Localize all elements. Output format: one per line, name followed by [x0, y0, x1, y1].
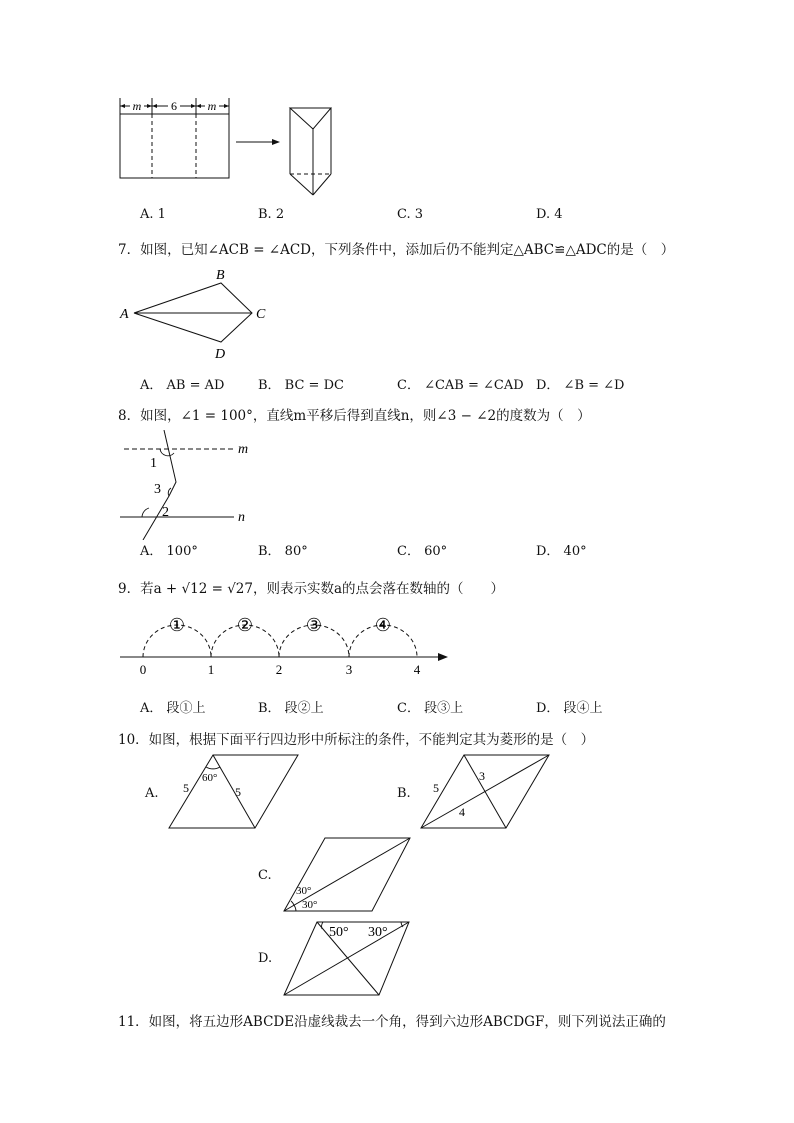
q7-option-a: A． AB = AD	[140, 378, 225, 393]
q8-label-2: 2	[162, 505, 169, 520]
q10-letter-d: D.	[258, 951, 273, 966]
q10d-angle-1: 50°	[329, 925, 349, 940]
q7-label-d: D	[215, 347, 226, 362]
q6-option-b: B. 2	[258, 207, 285, 222]
q8-stem: 8．如图，∠1 = 100°，直线m平移后得到直线n，则∠3 − ∠2的度数为（ ）	[118, 408, 591, 424]
q10-letter-a: A.	[145, 786, 159, 801]
q10-figure-c	[280, 835, 415, 915]
q8-figure	[112, 430, 272, 540]
q7-option-d: D． ∠B = ∠D	[536, 378, 625, 393]
q7-option-c: C． ∠CAB = ∠CAD	[397, 378, 524, 393]
q8-option-b: B． 80°	[258, 544, 308, 559]
q9-stem: 9．若a + √12 = √27，则表示实数a的点会落在数轴的（ ）	[118, 581, 505, 597]
q8-label-m: m	[238, 442, 249, 457]
q8-label-3: 3	[154, 482, 161, 497]
q9-option-b: B． 段②上	[258, 701, 324, 716]
q6-label-6: 6	[171, 99, 177, 113]
q6-label-m-left: m	[132, 99, 142, 113]
q10-stem: 10．如图，根据下面平行四边形中所标注的条件，不能判定其为菱形的是（ ）	[118, 732, 595, 748]
q9-option-c: C． 段③上	[397, 701, 464, 716]
q10c-angle-2: 30°	[302, 899, 318, 911]
q10d-angle-2: 30°	[368, 925, 388, 940]
q9-option-d: D． 段④上	[536, 701, 603, 716]
q9-seg-4: ④	[374, 615, 392, 635]
q6-option-d: D. 4	[536, 207, 563, 222]
q8-option-c: C． 60°	[397, 544, 448, 559]
q7-label-a: A	[120, 307, 129, 322]
q8-label-1: 1	[150, 456, 157, 471]
q10c-angle-1: 30°	[296, 885, 312, 897]
q9-seg-3: ③	[305, 615, 323, 635]
q10a-angle-label: 60°	[202, 772, 218, 784]
q8-option-d: D． 40°	[536, 544, 587, 559]
q9-seg-1: ①	[168, 615, 186, 635]
q9-number-line	[112, 606, 452, 681]
q10a-side-left: 5	[183, 781, 189, 795]
q10a-side-right: 5	[235, 785, 241, 799]
q9-tick-3: 3	[345, 662, 353, 677]
q11-stem: 11．如图，将五边形ABCDE沿虚线裁去一个角，得到六边形ABCDGF，则下列说法正确的	[118, 1014, 666, 1030]
q10b-seg-4: 4	[459, 805, 465, 819]
q8-label-n: n	[238, 510, 245, 525]
q7-option-b: B． BC = DC	[258, 378, 344, 393]
q10b-side-label: 5	[433, 781, 439, 795]
q9-tick-0: 0	[139, 662, 147, 677]
q8-option-a: A． 100°	[140, 544, 198, 559]
q7-stem: 7．如图，已知∠ACB = ∠ACD，下列条件中，添加后仍不能判定△ABC≌△ADC的是（ ）	[118, 242, 675, 258]
q9-seg-2: ②	[236, 615, 254, 635]
q6-option-a: A. 1	[140, 207, 166, 222]
q6-option-c: C. 3	[397, 207, 424, 222]
q9-tick-4: 4	[413, 662, 421, 677]
q10-figure-b	[417, 752, 557, 832]
q9-option-a: A． 段①上	[140, 701, 206, 716]
q10-letter-c: C.	[258, 868, 272, 883]
q7-figure	[112, 262, 282, 362]
q7-label-c: C	[256, 307, 266, 322]
q10-figure-d	[280, 918, 415, 998]
q10-figure-a	[165, 752, 305, 832]
q6-label-m-right: m	[207, 99, 217, 113]
q10b-seg-3: 3	[479, 769, 485, 783]
q6-figure	[110, 92, 350, 207]
q7-label-b: B	[216, 268, 225, 283]
q9-tick-2: 2	[275, 662, 283, 677]
q9-tick-1: 1	[207, 662, 215, 677]
q10-letter-b: B.	[397, 786, 411, 801]
